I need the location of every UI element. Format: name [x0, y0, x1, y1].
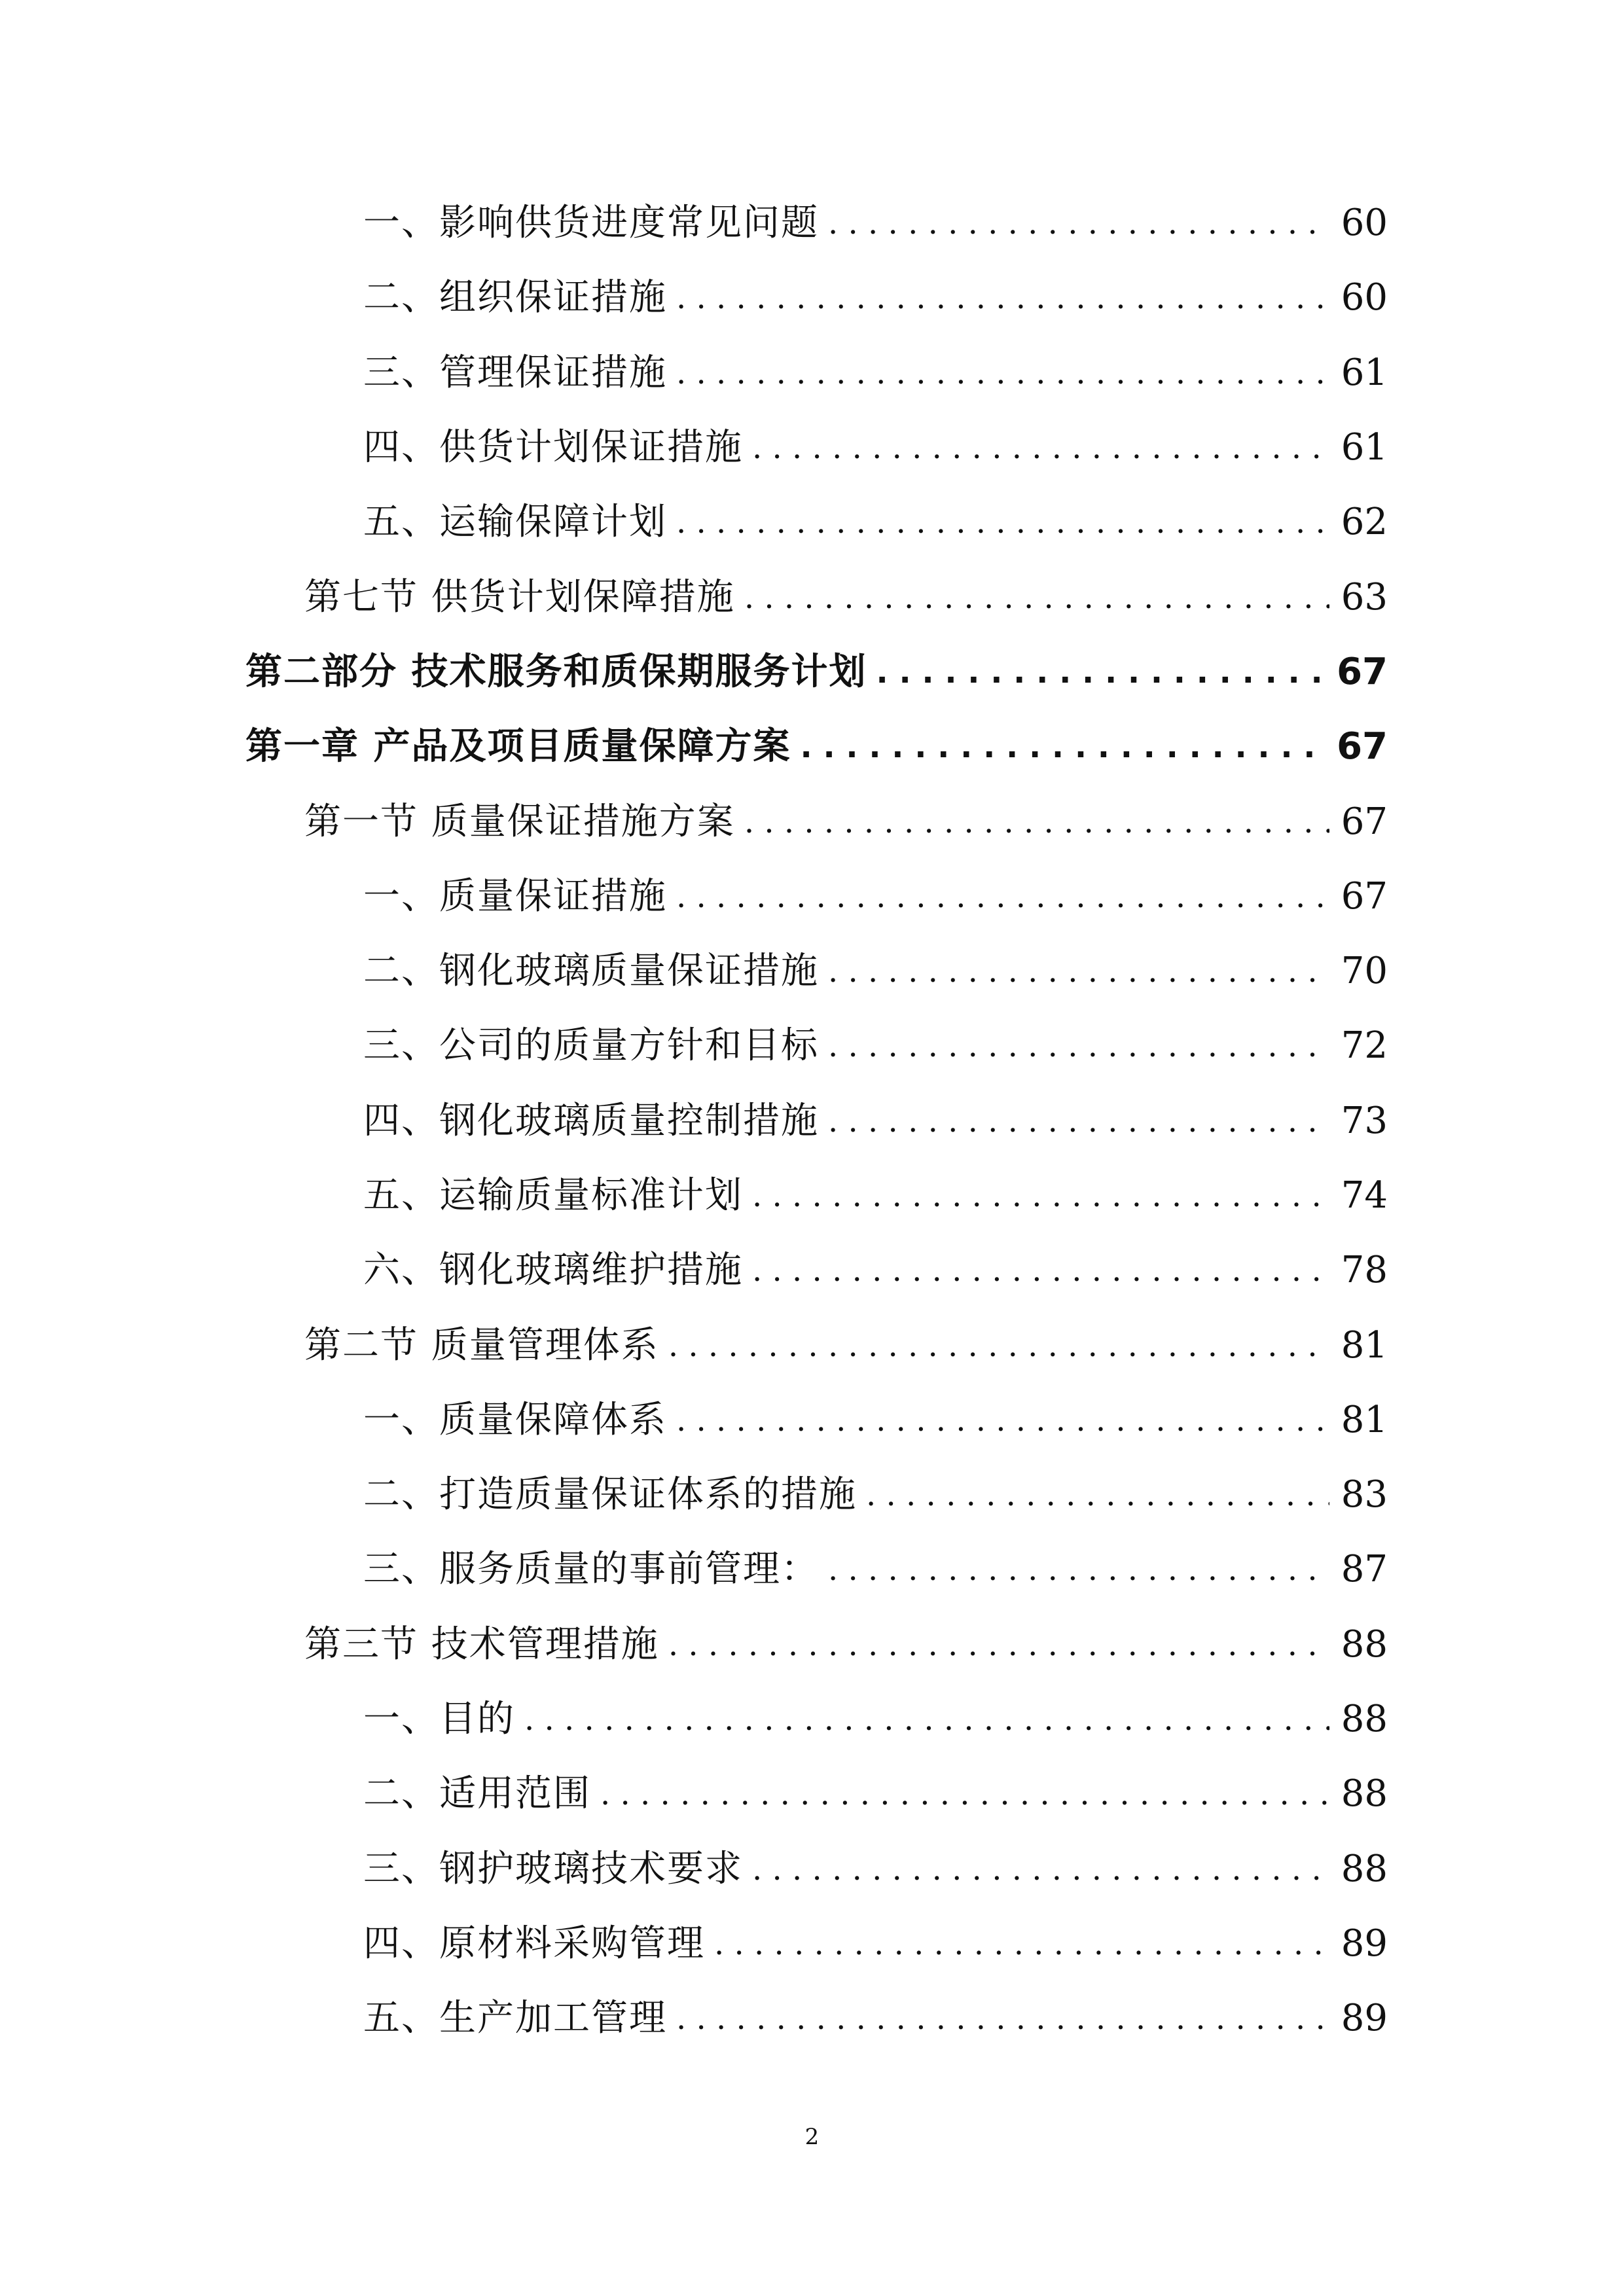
toc-entry[interactable]	[245, 1158, 1388, 1233]
toc-entry-title: 一、质量保障体系	[363, 1398, 667, 1441]
toc-entry-page-number: 67	[1341, 800, 1388, 843]
toc-entry-title: 五、运输保障计划	[363, 501, 667, 544]
toc-entry[interactable]	[245, 1383, 1388, 1458]
toc-entry[interactable]	[245, 485, 1388, 560]
toc-entry[interactable]	[245, 1009, 1388, 1083]
toc-entry-page-number: 88	[1341, 1847, 1388, 1890]
dot-leader	[752, 1854, 1329, 1885]
toc-entry-page-number: 70	[1341, 950, 1388, 993]
toc-entry-title: 六、钢化玻璃维护措施	[363, 1249, 743, 1292]
toc-entry[interactable]	[245, 859, 1388, 934]
dot-leader	[828, 1030, 1329, 1062]
toc-entry-title: 第一章 产品及项目质量保障方案	[245, 725, 791, 768]
toc-entry-page-number: 67	[1341, 874, 1388, 918]
toc-entry-page-number: 88	[1341, 1772, 1388, 1816]
toc-entry[interactable]	[245, 709, 1388, 784]
toc-entry[interactable]	[245, 1981, 1388, 2056]
toc-entry[interactable]	[245, 1832, 1388, 1907]
toc-entry-title: 五、运输质量标准计划	[363, 1174, 743, 1217]
dot-leader	[866, 1479, 1329, 1511]
toc-entry[interactable]	[245, 260, 1388, 335]
toc-entry-page-number: 72	[1341, 1024, 1388, 1067]
dot-leader	[828, 956, 1329, 987]
toc-entry-title: 第一节 质量保证措施方案	[304, 800, 735, 843]
dot-leader	[676, 881, 1329, 912]
dot-leader	[668, 1330, 1329, 1361]
toc-entry-title: 第七节 供货计划保障措施	[304, 575, 735, 619]
dot-leader	[876, 656, 1326, 688]
toc-entry-page-number: 81	[1341, 1398, 1388, 1441]
dot-leader	[828, 1105, 1329, 1137]
toc-entry[interactable]	[245, 1233, 1388, 1308]
table-of-contents	[245, 186, 1388, 2056]
toc-entry-page-number: 83	[1341, 1473, 1388, 1516]
toc-entry-title: 二、适用范围	[363, 1772, 591, 1816]
toc-entry[interactable]	[245, 1308, 1388, 1382]
toc-entry-page-number: 61	[1341, 426, 1388, 469]
toc-entry-title: 第二部分 技术服务和质保期服务计划	[245, 650, 867, 693]
toc-entry[interactable]	[245, 186, 1388, 260]
toc-entry[interactable]	[245, 934, 1388, 1009]
toc-entry[interactable]	[245, 1682, 1388, 1757]
toc-entry-title: 三、公司的质量方针和目标	[363, 1024, 819, 1067]
toc-entry-page-number: 60	[1341, 276, 1388, 319]
toc-entry-page-number: 63	[1341, 575, 1388, 619]
toc-entry-page-number: 62	[1341, 501, 1388, 544]
dot-leader	[752, 1255, 1329, 1286]
dot-leader	[828, 1554, 1329, 1585]
dot-leader	[676, 357, 1329, 389]
toc-entry-page-number: 60	[1341, 202, 1388, 245]
toc-entry-title: 五、生产加工管理	[363, 1997, 667, 2040]
toc-entry-title: 一、质量保证措施	[363, 874, 667, 918]
dot-leader	[676, 2003, 1329, 2034]
toc-entry-page-number: 88	[1341, 1623, 1388, 1666]
toc-entry-title: 四、原材料采购管理	[363, 1922, 705, 1965]
dot-leader	[744, 806, 1329, 838]
toc-entry-title: 一、影响供货进度常见问题	[363, 202, 819, 245]
toc-entry-page-number: 74	[1341, 1174, 1388, 1217]
toc-entry-page-number: 81	[1341, 1323, 1388, 1367]
toc-entry-page-number: 87	[1341, 1548, 1388, 1591]
toc-entry-title: 二、打造质量保证体系的措施	[363, 1473, 857, 1516]
toc-entry-title: 三、管理保证措施	[363, 351, 667, 394]
dot-leader	[744, 582, 1329, 613]
toc-entry-page-number: 88	[1341, 1698, 1388, 1741]
toc-entry-page-number: 89	[1341, 1997, 1388, 2040]
toc-entry-title: 四、供货计划保证措施	[363, 426, 743, 469]
dot-leader	[676, 282, 1329, 314]
toc-entry-title: 第三节 技术管理措施	[304, 1623, 659, 1666]
toc-entry[interactable]	[245, 1532, 1388, 1607]
dot-leader	[600, 1778, 1329, 1810]
dot-leader	[752, 1180, 1329, 1211]
toc-entry[interactable]	[245, 635, 1388, 709]
toc-entry[interactable]	[245, 1458, 1388, 1532]
toc-entry[interactable]	[245, 560, 1388, 634]
toc-entry-title: 二、组织保证措施	[363, 276, 667, 319]
toc-entry[interactable]	[245, 1607, 1388, 1682]
toc-entry[interactable]	[245, 1757, 1388, 1831]
dot-leader	[752, 432, 1329, 463]
toc-entry[interactable]	[245, 336, 1388, 410]
toc-entry[interactable]	[245, 410, 1388, 485]
toc-entry-page-number: 61	[1341, 351, 1388, 394]
toc-entry-page-number: 67	[1337, 650, 1388, 693]
toc-entry-title: 二、钢化玻璃质量保证措施	[363, 950, 819, 993]
toc-entry[interactable]	[245, 784, 1388, 859]
dot-leader	[714, 1928, 1329, 1960]
toc-entry-title: 三、钢护玻璃技术要求	[363, 1847, 743, 1890]
toc-entry-page-number: 73	[1341, 1099, 1388, 1142]
toc-entry-title: 第二节 质量管理体系	[304, 1323, 659, 1367]
toc-entry-page-number: 78	[1341, 1249, 1388, 1292]
toc-entry-title: 三、服务质量的事前管理：	[363, 1548, 819, 1591]
toc-entry-page-number: 67	[1337, 725, 1388, 768]
dot-leader	[676, 507, 1329, 538]
toc-entry[interactable]	[245, 1084, 1388, 1158]
toc-entry-title: 四、钢化玻璃质量控制措施	[363, 1099, 819, 1142]
dot-leader	[828, 207, 1329, 239]
toc-entry[interactable]	[245, 1907, 1388, 1981]
dot-leader	[668, 1629, 1329, 1660]
dot-leader	[801, 731, 1326, 762]
page-number-footer: 2	[804, 2124, 820, 2150]
toc-entry-page-number: 89	[1341, 1922, 1388, 1965]
toc-entry-title: 一、目的	[363, 1698, 515, 1741]
dot-leader	[676, 1405, 1329, 1436]
dot-leader	[524, 1704, 1329, 1735]
